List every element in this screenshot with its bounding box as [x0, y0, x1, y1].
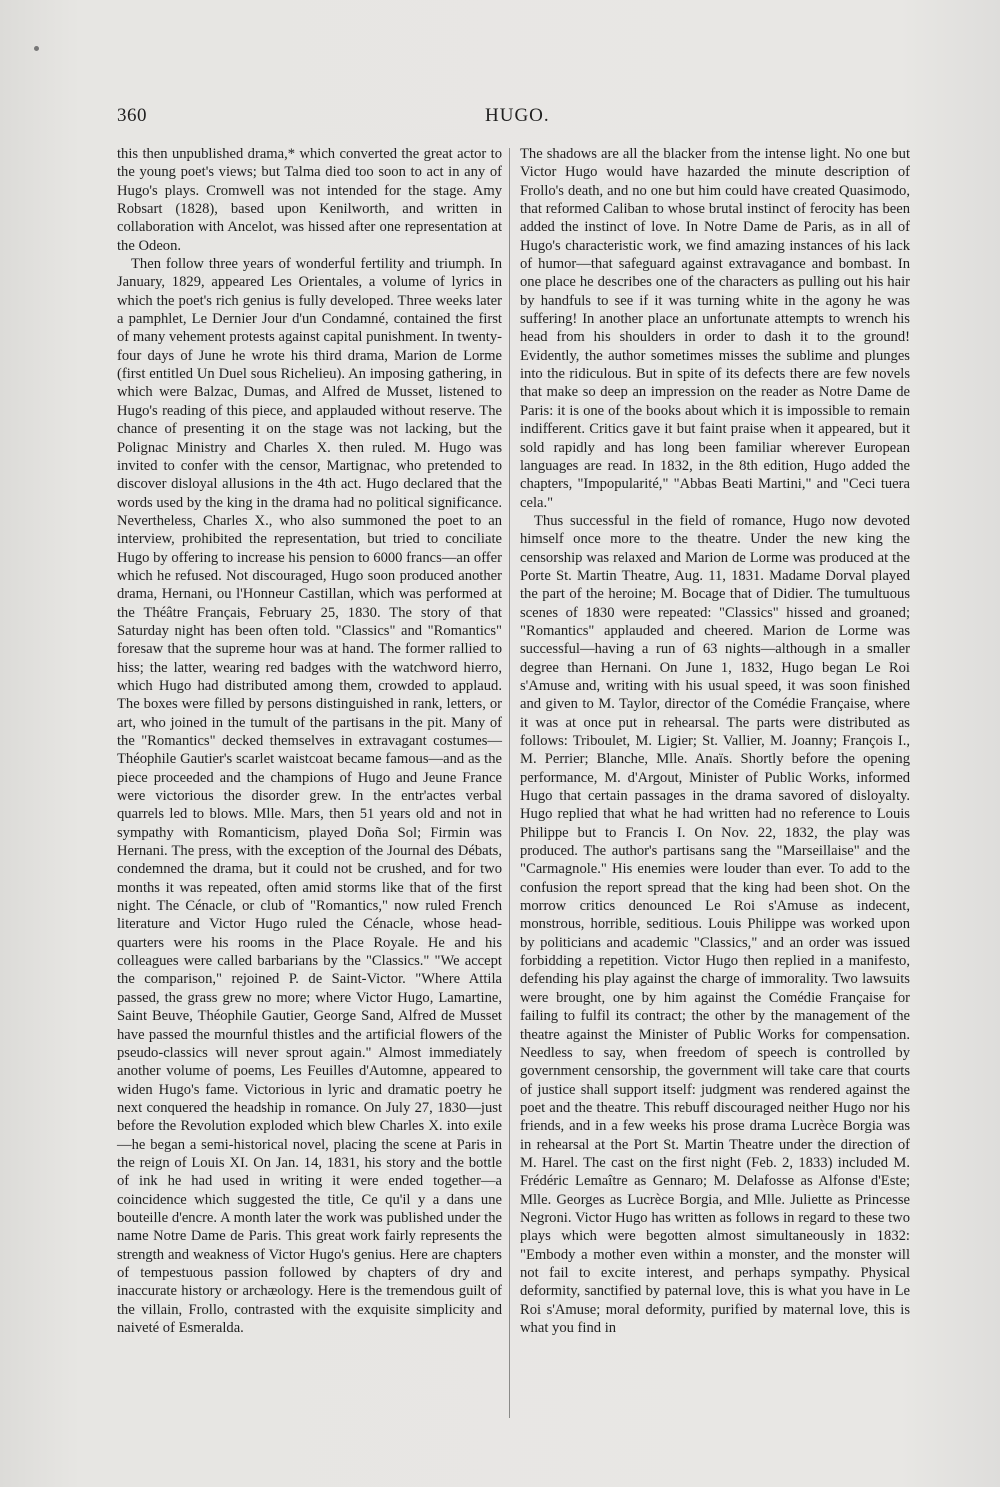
page-number: 360 — [117, 105, 147, 126]
page-speck — [34, 46, 39, 51]
left-column — [117, 145, 502, 1337]
column-divider — [509, 148, 510, 1418]
right-column — [520, 145, 910, 1337]
left-paragraph-2: Then follow three years of wonderful fertility and triumph. In January, 1829, appeared Les Orientales, a volume of lyrics in which the poet's rich genius is fully developed. Three weeks later a pamphlet, Le Dernier Jour d'un Condamné, contained the first of many vehement protests against capital punishment. In twenty-four days of June he wrote his third drama, Marion de Lorme (first entitled Un Duel sous Richelieu). An imposing gathering, in which were Balzac, Dumas, and Alfred de Musset, listened to Hugo's reading of this piece, and applauded without reserve. The chance of presenting it on the stage was not lacking, but the Polignac Ministry and Charles X. then ruled. M. Hugo was invited to confer with the censor, Martignac, who pretended to discover disloyal allusions in the 4th act. Hugo declared that the words used by the king in the drama had no political significance. Nevertheless, Charles X., who also summoned the poet to an interview, prohibited the representation, but tried to conciliate Hugo by offering to increase his pension to 6000 francs—an offer which he refused. Not discouraged, Hugo soon produced another drama, Hernani, ou l'Honneur Castillan, which was performed at the Théâtre Français, February 25, 1830. The story of that Saturday night has been often told. "Classics" and "Romantics" foresaw that the supreme hour was at hand. The former rallied to hiss; the latter, wearing red badges with the watchword hierro, which Hugo had distributed among them, crowded to applaud. The boxes were filled by persons distinguished in rank, letters, or art, who joined in the tumult of the partisans in the pit. Many of the "Romantics" decked themselves in extravagant costumes—Théophile Gautier's scarlet waistcoat became famous—and as the piece proceeded and the champions of Hugo and Jeune France were victorious the disorder grew. In the entr'actes verbal quarrels led to blows. Mlle. Mars, then 51 years old and not in sympathy with Romanticism, played Doña Sol; Firmin was Hernani. The press, with the exception of the Journal des Débats, condemned the drama, but it could not be crushed, and for two months it was repeated, often amid storms like that of the first night. The Cénacle, or club of "Romantics," now ruled French literature and Victor Hugo ruled the Cénacle, whose head-quarters were his rooms in the Place Royale. He and his colleagues were called barbarians by the "Classics." "We accept the comparison," rejoined P. de Saint-Victor. "Where Attila passed, the grass grew no more; where Victor Hugo, Lamartine, Saint Beuve, Théophile Gautier, George Sand, Alfred de Musset have passed the mournful thistles and the artificial flowers of the pseudo-classics will never sprout again." Almost immediately another volume of poems, Les Feuilles d'Automne, appeared to widen Hugo's fame. Victorious in lyric and dramatic poetry he next conquered the headship in romance. On July 27, 1830—just before the Revolution exploded which blew Charles X. into exile—he began a semi-historical novel, placing the scene at Paris in the reign of Louis XI. On Jan. 14, 1831, his story and the bottle of ink he had used in writing it were ended together—a coincidence which suggested the title, Ce qu'il y a dans une bouteille d'encre. A month later the work was published under the name Notre Dame de Paris. This great work fairly represents the strength and weakness of Victor Hugo's genius. Here are chapters of tempestuous passion followed by chapters of dry and inaccurate history or archæology. Here is the tremendous guilt of the villain, Frollo, contrasted with the exquisite simplicity and naiveté of Esmeralda. — [117, 256, 502, 1336]
right-paragraph-1: The shadows are all the blacker from the intense light. No one but Victor Hugo would have hazarded the minute description of Frollo's death, and no one but him could have created Quasimodo, that reformed Caliban to whose brutal instinct of ferocity has been added the instinct of love. In Notre Dame de Paris, as in all of Hugo's characteristic work, we find amazing instances of his lack of humor—that safeguard against extravagance and bombast. In one place he describes one of the characters as pulling out his hair by handfuls to see if it was turning white in the agony he was suffering! In another place an unfortunate attempts to wrench his head from his shoulders in order to dash it to the ground! Evidently, the author sometimes misses the sublime and plunges into the ridiculous. But in spite of its defects there are few novels that make so deep an impression on the reader as Notre Dame de Paris: it is one of the books about which it is impossible to remain indifferent. Critics gave it but faint praise when it appeared, but it sold rapidly and has long been familiar wherever European languages are read. In 1832, in the 8th edition, Hugo added the chapters, "Impopularité," "Abbas Beati Martini," and "Ceci tuera cela." — [520, 146, 910, 511]
left-paragraph-1: this then unpublished drama,* which converted the great actor to the young poet's views; but Talma died too soon to act in any of Hugo's plays. Cromwell was not intended for the stage. Amy Robsart (1828), based upon Kenilworth, and written in collaboration with Ancelot, was hissed after one representation at the Odeon. — [117, 146, 502, 254]
page-header — [117, 105, 912, 135]
right-paragraph-2: Thus successful in the field of romance, Hugo now devoted himself once more to the theatre. Under the new king the censorship was relaxed and Marion de Lorme was produced at the Porte St. Martin Theatre, Aug. 11, 1831. Madame Dorval played the part of the heroine; M. Bocage that of Didier. The tumultuous scenes of 1830 were repeated: "Classics" hissed and groaned; "Romantics" applauded and cheered. Marion de Lorme was successful—having a run of 63 nights—although in a smaller degree than Hernani. On June 1, 1832, Hugo began Le Roi s'Amuse and, writing with his usual speed, it was soon finished and given to M. Taylor, director of the Comédie Française, where it was at once put in rehearsal. The parts were distributed as follows: Triboulet, M. Ligier; St. Vallier, M. Joanny; François I., M. Perrier; Blanche, Mlle. Anaïs. Shortly before the opening performance, M. d'Argout, Minister of Public Works, informed Hugo that certain passages in the drama savored of disloyalty. Hugo replied that what he had written had no reference to Louis Philippe but to Francis I. On Nov. 22, 1832, the play was produced. The author's partisans sang the "Marseillaise" and the "Carmagnole." His enemies were louder than ever. To add to the confusion the report spread that the king had been shot. On the morrow critics denounced Le Roi s'Amuse as indecent, monstrous, horrible, seditious. Louis Philippe was worked upon by politicians and academic "Classics," and an order was issued forbidding a repetition. Victor Hugo then replied in a manifesto, defending his play against the charge of immorality. Two lawsuits were brought, one by him against the Comédie Française for failing to fulfil its contract; the other by the management of the theatre against the Minister of Public Works for compensation. Needless to say, when freedom of speech is controlled by government censorship, the government will take care that courts of justice shall support itself: judgment was rendered against the poet and the theatre. This rebuff discouraged neither Hugo nor his friends, and in a few weeks his prose drama Lucrèce Borgia was in rehearsal at the Port St. Martin Theatre under the direction of M. Harel. The cast on the first night (Feb. 2, 1833) included M. Frédéric Lemaître as Gennaro; M. Delafosse as Alfonse d'Este; Mlle. Georges as Lucrèce Borgia, and Mlle. Juliette as Princesse Negroni. Victor Hugo has written as follows in regard to these two plays which were begotten almost simultaneously in 1832: "Embody a mother even within a monster, and the monster will not fail to excite interest, and perhaps sympathy. Physical deformity, sanctified by paternal love, this is what you have in Le Roi s'Amuse; moral deformity, purified by maternal love, this is what you find in — [520, 512, 910, 1336]
running-title: HUGO. — [485, 105, 550, 126]
